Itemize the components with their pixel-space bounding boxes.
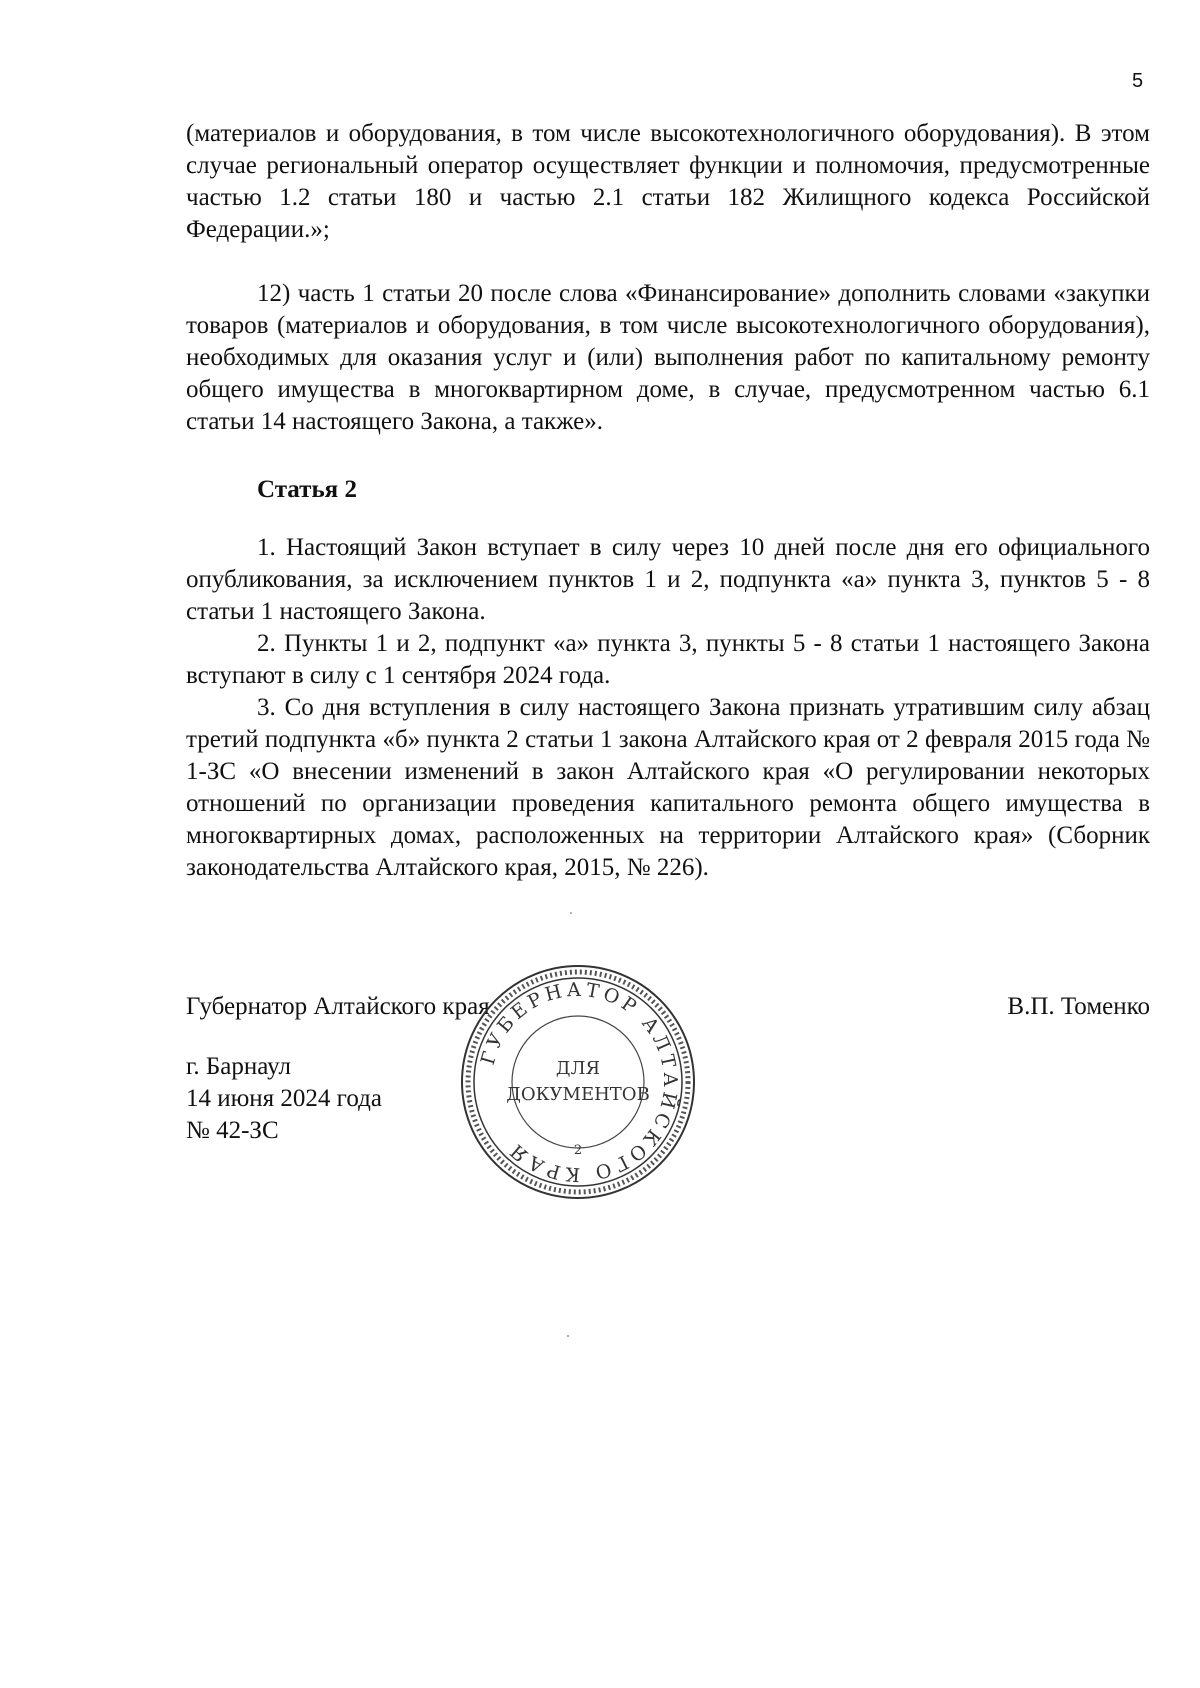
signatory-name: В.П. Томенко xyxy=(1007,993,1150,1020)
paragraph-item-12: 12) часть 1 статьи 20 после слова «Финансирование» дополнить словами «закупки товаров (материалов и оборудования, в том числе высокотехнологичного оборудования), необходимых для оказания услуг и (или) выполнения работ по капитальному ремонту общего имущества в многоквартирном доме, в случае, предусмотренном частью 6.1 статьи 14 настоящего Закона, а также». xyxy=(186,280,1150,435)
stamp-number: 2 xyxy=(573,1143,583,1158)
paragraph-continuation: (материалов и оборудования, в том числе высокотехнологичного оборудования). В этом случае региональный оператор осуществляет функции и полномочия, предусмотренные частью 1.2 статьи 180 и частью 2.1 статьи 182 Жилищного кодекса Российской Федерации.»; xyxy=(186,120,1150,243)
document-body xyxy=(186,118,1150,884)
article-2-clause-2: 2. Пункты 1 и 2, подпункт «а» пункта 3, пункты 5 - 8 статьи 1 настоящего Закона вступают в силу с 1 сентября 2024 года. xyxy=(186,630,1150,689)
article-2-clause-1: 1. Настоящий Закон вступает в силу через 10 дней после дня его официального опубликования, за исключением пунктов 1 и 2, подпункта «а» пункта 3, пунктов 5 - 8 статьи 1 настоящего Закона. xyxy=(186,534,1150,625)
spacer xyxy=(186,246,1150,278)
law-number: № 42-ЗС xyxy=(186,1117,279,1144)
signatory-position: Губернатор Алтайского края xyxy=(186,993,490,1020)
place-date-block xyxy=(186,1051,382,1147)
scan-speck xyxy=(567,1335,569,1337)
place: г. Барнаул xyxy=(186,1053,291,1080)
stamp-center-line-1: ДЛЯ xyxy=(555,1058,601,1079)
stamp-inner-ring xyxy=(512,1016,644,1148)
page-number: 5 xyxy=(1132,70,1144,92)
stamp-center-line-2: ДОКУМЕНТОВ xyxy=(506,1084,650,1105)
stamp-ring-text: ГУБЕРНАТОР АЛТАЙСКОГО КРАЯ xyxy=(476,978,682,1186)
date: 14 июня 2024 года xyxy=(186,1085,382,1112)
article-2-clause-3: 3. Со дня вступления в силу настоящего Закона признать утратившим силу абзац третий подпункта «б» пункта 2 статьи 1 закона Алтайского края от 2 февраля 2015 года № 1-ЗС «О внесении изменений в закон Алтайского края «О регулировании некоторых отношений по организации проведения капитального ремонта общего имущества в многоквартирных домах, расположенных на территории Алтайского края» (Сборник законодательства Алтайского края, 2015, № 226). xyxy=(186,694,1150,881)
stamp-microtext-ring xyxy=(468,972,688,1192)
official-stamp xyxy=(458,962,698,1202)
article-heading: Статья 2 xyxy=(257,476,357,503)
scan-speck xyxy=(570,912,572,914)
